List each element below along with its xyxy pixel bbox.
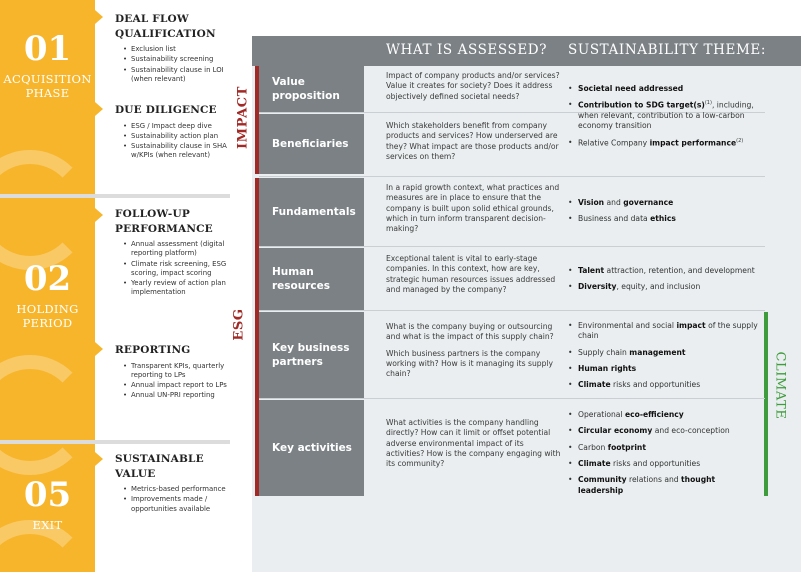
theme-text: Circular economy <box>578 426 653 436</box>
list-item: • Exclusion list <box>123 45 245 54</box>
theme-text: management <box>629 347 686 357</box>
footnote-ref: (1) <box>704 100 712 107</box>
list-item: • Transparent KPIs, quarterly reporting to LPs <box>123 362 245 380</box>
row-label-fundamentals: Fundamentals <box>259 178 364 246</box>
row-divider <box>259 398 765 399</box>
theme-text: ethics <box>650 214 676 224</box>
theme-item <box>568 282 764 292</box>
list-item: • Annual UN-PRI reporting <box>123 391 245 400</box>
logo-watermark-icon <box>0 355 90 475</box>
phase-name <box>0 72 95 101</box>
list-item: • Yearly review of action plan implementation <box>123 279 245 297</box>
theme-item <box>568 364 758 374</box>
theme-text: and eco-conception <box>652 426 730 436</box>
theme-text: and <box>604 198 624 207</box>
process-steps <box>95 0 250 572</box>
list-item: • Annual impact report to LPs <box>123 381 245 390</box>
row-label-key-activities: Key activities <box>259 400 364 496</box>
phase-name-line: EXIT <box>32 518 63 532</box>
theme-text: impact performance <box>649 138 737 148</box>
theme-item <box>568 410 758 420</box>
question-value-proposition: Impact of company products and/or services? Value it creates for society? Does it address objectively defined societal needs? <box>386 71 560 101</box>
step-list <box>115 240 245 297</box>
step-list <box>115 122 245 160</box>
list-item: • Improvements made / opportunities available <box>123 495 245 513</box>
theme-text: , equity, and inclusion <box>616 282 701 292</box>
phase-name-line: PHASE <box>25 86 70 101</box>
theme-text: Vision <box>578 198 605 207</box>
row-divider <box>259 310 765 311</box>
phase-name <box>0 518 95 532</box>
phase-name-line: ACQUISITION <box>3 72 92 86</box>
step-title: REPORTING <box>115 344 191 356</box>
theme-item <box>568 380 758 390</box>
list-item: • Climate risk screening, ESG scoring, impact scoring <box>123 260 245 278</box>
row-label-beneficiaries: Beneficiaries <box>259 114 364 174</box>
themes-key-activities <box>568 410 758 502</box>
theme-text: governance <box>623 198 674 207</box>
step-title: SUSTAINABLE VALUE <box>115 453 204 480</box>
list-item: • ESG / Impact deep dive <box>123 122 245 131</box>
themes-fundamentals <box>568 198 764 231</box>
phase-name-line: HOLDING <box>16 302 79 316</box>
theme-item <box>568 321 758 342</box>
group-label-climate: CLIMATE <box>772 351 788 420</box>
climate-bar <box>764 312 768 496</box>
theme-text: Talent <box>578 266 605 275</box>
theme-text: Diversity <box>578 282 617 292</box>
footnote-ref: (2) <box>736 137 744 144</box>
theme-text: impact <box>676 321 706 330</box>
step-due-diligence <box>115 103 245 161</box>
theme-item <box>568 84 764 94</box>
theme-item <box>568 266 764 276</box>
theme-text: thought leadership <box>578 475 716 495</box>
theme-text: Environmental and social <box>578 321 677 330</box>
phase-name-line: PERIOD <box>22 316 73 331</box>
themes-human-resources <box>568 266 764 299</box>
theme-text: attraction, retention, and development <box>604 266 755 275</box>
question-beneficiaries: Which stakeholders benefit from company products and services? How underserved are they? What impact are those products and/or services on them? <box>386 121 559 161</box>
phase-acquisition <box>0 29 95 101</box>
row-label-key-partners: Key business partners <box>259 312 364 398</box>
step-list <box>115 362 245 400</box>
list-item: • Sustainability screening <box>123 55 245 64</box>
step-list <box>115 485 245 513</box>
step-deal-flow <box>115 12 245 85</box>
row-label-value-proposition: Value proposition <box>259 66 364 112</box>
list-item: • Annual assessment (digital reporting platform) <box>123 240 245 258</box>
theme-text: Climate <box>578 380 611 390</box>
theme-item <box>568 100 764 131</box>
theme-text: eco-efficiency <box>624 410 684 419</box>
theme-item <box>568 443 758 453</box>
theme-text: Carbon <box>578 442 608 452</box>
theme-text: risks and opportunities <box>610 458 701 468</box>
list-item: • Sustainability clause in LOI (when relevant) <box>123 66 245 84</box>
row-divider <box>259 246 765 247</box>
theme-item <box>568 214 764 224</box>
step-list <box>115 45 245 83</box>
theme-text: footprint <box>607 442 646 452</box>
question-fundamentals: In a rapid growth context, what practices and measures are in place to ensure that the company is built upon solid ethical grounds, which in turn inform transparent decision-making? <box>386 183 560 234</box>
phase-holding <box>0 259 95 331</box>
theme-text: risks and opportunities <box>610 380 701 390</box>
table-header <box>252 36 801 66</box>
theme-text: Societal need addressed <box>578 84 684 93</box>
theme-item <box>568 426 758 436</box>
list-item: • Sustainability clause in SHA w/KPIs (when relevant) <box>123 142 245 160</box>
phase-number: 05 <box>23 475 72 515</box>
theme-item <box>568 348 758 358</box>
theme-item <box>568 138 764 149</box>
theme-text: Supply chain <box>578 347 630 357</box>
theme-item <box>568 475 758 496</box>
step-sustainable-value <box>115 452 245 515</box>
phase-exit <box>0 475 95 532</box>
question-key-activities: What activities is the company handling directly? How can it limit or offset potential adverse environmental impact of its activities? How is the company engaging with its community? <box>386 418 561 469</box>
question-human-resources: Exceptional talent is vital to early-stage companies. In this context, how are key, strategic human resources issues addressed and managed by the company? <box>386 254 556 294</box>
group-label-impact: IMPACT <box>235 86 251 150</box>
question-key-partners <box>386 322 564 380</box>
step-title: DEAL FLOW QUALIFICATION <box>115 13 216 40</box>
theme-text: Operational <box>578 410 625 419</box>
themes-impact <box>568 84 764 155</box>
question-text: Which business partners is the company working with? How is it managing its supply chain? <box>386 348 554 379</box>
step-title: FOLLOW-UP PERFORMANCE <box>115 208 213 235</box>
phase-name <box>0 302 95 331</box>
header-theme: SUSTAINABILITY THEME: <box>568 42 767 58</box>
theme-text: , including, when relevant, contribution to a low-carbon economy transition <box>578 100 754 131</box>
phase-number: 01 <box>23 29 72 69</box>
theme-text: Business and data <box>578 214 651 224</box>
phase-band <box>0 0 95 572</box>
phase-number: 02 <box>23 259 72 299</box>
list-item: • Sustainability action plan <box>123 132 245 141</box>
logo-watermark-icon <box>0 150 90 270</box>
theme-text: Climate <box>578 458 611 468</box>
row-divider <box>259 176 765 177</box>
row-label-human-resources: Human resources <box>259 248 364 310</box>
header-assessed: WHAT IS ASSESSED? <box>386 42 548 58</box>
step-follow-up <box>115 207 245 298</box>
theme-text: relations and <box>626 475 682 485</box>
step-reporting <box>115 343 245 401</box>
step-title: DUE DILIGENCE <box>115 104 217 116</box>
theme-item <box>568 459 758 469</box>
theme-text: Human rights <box>578 363 637 373</box>
theme-text: Community <box>578 475 627 485</box>
themes-key-partners <box>568 321 758 397</box>
theme-text: Relative Company <box>578 138 650 148</box>
question-text: What is the company buying or outsourcing and what is the impact of this supply chain? <box>386 322 554 342</box>
theme-text: of the supply chain <box>578 321 758 341</box>
group-label-esg: ESG <box>231 308 247 341</box>
theme-item <box>568 198 764 208</box>
theme-text: Contribution to SDG target(s) <box>578 100 705 110</box>
list-item: • Metrics-based performance <box>123 485 245 494</box>
